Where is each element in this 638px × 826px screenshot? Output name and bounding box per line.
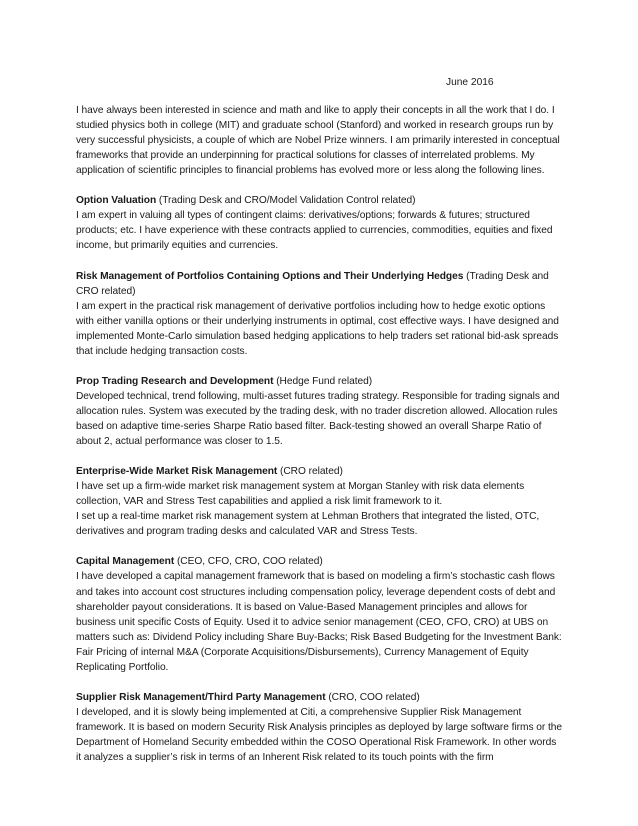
section-body-second: I set up a real-time market risk management system at Lehman Brothers that integrated the listed, OTC, derivatives and program trading desks and calculated VAR and Stress Tests. [76, 511, 540, 538]
section-body: I am expert in the practical risk management of derivative portfolios including how to hedge exotic options with either vanilla options or their underlying instruments in optimal, cost effective ways. I have designed and implemented Monte-Carlo simulation based hedging applications to help traders set rational bid-ask spreads that include hedging transaction costs. [76, 300, 559, 357]
section-heading [76, 374, 564, 389]
intro-paragraph: I have always been interested in science and math and like to apply their concepts in all the work that I do. I studied physics both in college (MIT) and graduate school (Stanford) and worked in research groups run by very successful physicists, a couple of which are Nobel Prize winners. I am primarily interested in conceptual frameworks that provide an underpinning for practical solutions for classes of interrelated problems. My application of scientific principles to financial problems has evolved more or less along the following lines. [76, 105, 560, 177]
section-title: Risk Management of Portfolios Containing Options and Their Underlying Hedges [76, 270, 464, 282]
section-heading [76, 690, 564, 705]
section-context: (Hedge Fund related) [273, 375, 373, 387]
section-heading [76, 193, 564, 208]
section-title: Enterprise-Wide Market Risk Management [76, 466, 278, 478]
section-body: I developed, and it is slowly being implemented at Citi, a comprehensive Supplier Risk Management framework. It is based on modern Security Risk Analysis principles as deployed by large software firms or the Department of Homeland Security embedded within the COSO Operational Risk Framework. In other words it analyzes a supplier’s risk in terms of an Inherent Risk related to its touch points with the firm [76, 706, 563, 764]
section-heading [76, 554, 564, 569]
section-heading [76, 464, 564, 479]
letter-date: June 2016 [446, 77, 494, 88]
section-context: (Trading Desk and CRO/Model Validation Control related) [156, 195, 416, 207]
section-supplier-risk [76, 690, 564, 765]
section-context: (CRO, COO related) [325, 691, 420, 703]
section-risk-management-portfolios [76, 269, 564, 359]
section-context: (Trading Desk and CRO related) [76, 270, 549, 297]
section-enterprise-risk [76, 464, 564, 539]
section-context: (CRO related) [277, 466, 343, 478]
document-body [76, 103, 564, 780]
section-body: I have developed a capital management framework that is based on modeling a firm’s stochastic cash flows and takes into account cost structures including compensation policy, leverage dependent costs of debt and shareholder payout considerations. It is based on Value-Based Management principles and allows for business unit specific Costs of Equity. Used it to advice senior management (CEO, CFO, CRO) at UBS on matters such as: Dividend Policy including Share Buy-Backs; Risk Based Budgeting for the Investment Bank: Fair Pricing of internal M&A (Corporate Acquisitions/Disbursements), Currency Management of Equity Replicating Portfolio. [76, 571, 562, 673]
section-body: I have set up a firm-wide market risk management system at Morgan Stanley with risk data elements collection, VAR and Stress Test capabilities and applied a risk limit framework to it. [76, 481, 525, 508]
section-heading [76, 269, 564, 299]
section-body: Developed technical, trend following, multi-asset futures trading strategy. Responsible for trading signals and allocation rules. System was executed by the trading desk, with no trader discretion allowed. Allocation rules based on adaptive time-series Sharpe Ratio based filter. Back-testing showed an overall Sharpe Ratio of about 2, actual performance was closer to 1.5. [76, 390, 560, 448]
section-title: Capital Management [76, 556, 175, 568]
section-title: Option Valuation [76, 195, 157, 207]
section-prop-trading [76, 374, 564, 449]
section-body: I am expert in valuing all types of contingent claims: derivatives/options; forwards & futures; structured products; etc. I have experience with these contracts applied to currencies, commodities, equities and fixed income, but primarily equities and currencies. [76, 210, 553, 252]
section-title: Supplier Risk Management/Third Party Management [76, 691, 326, 703]
section-capital-management [76, 554, 564, 674]
section-title: Prop Trading Research and Development [76, 375, 274, 387]
section-context: (CEO, CFO, CRO, COO related) [174, 556, 323, 568]
section-option-valuation [76, 193, 564, 253]
